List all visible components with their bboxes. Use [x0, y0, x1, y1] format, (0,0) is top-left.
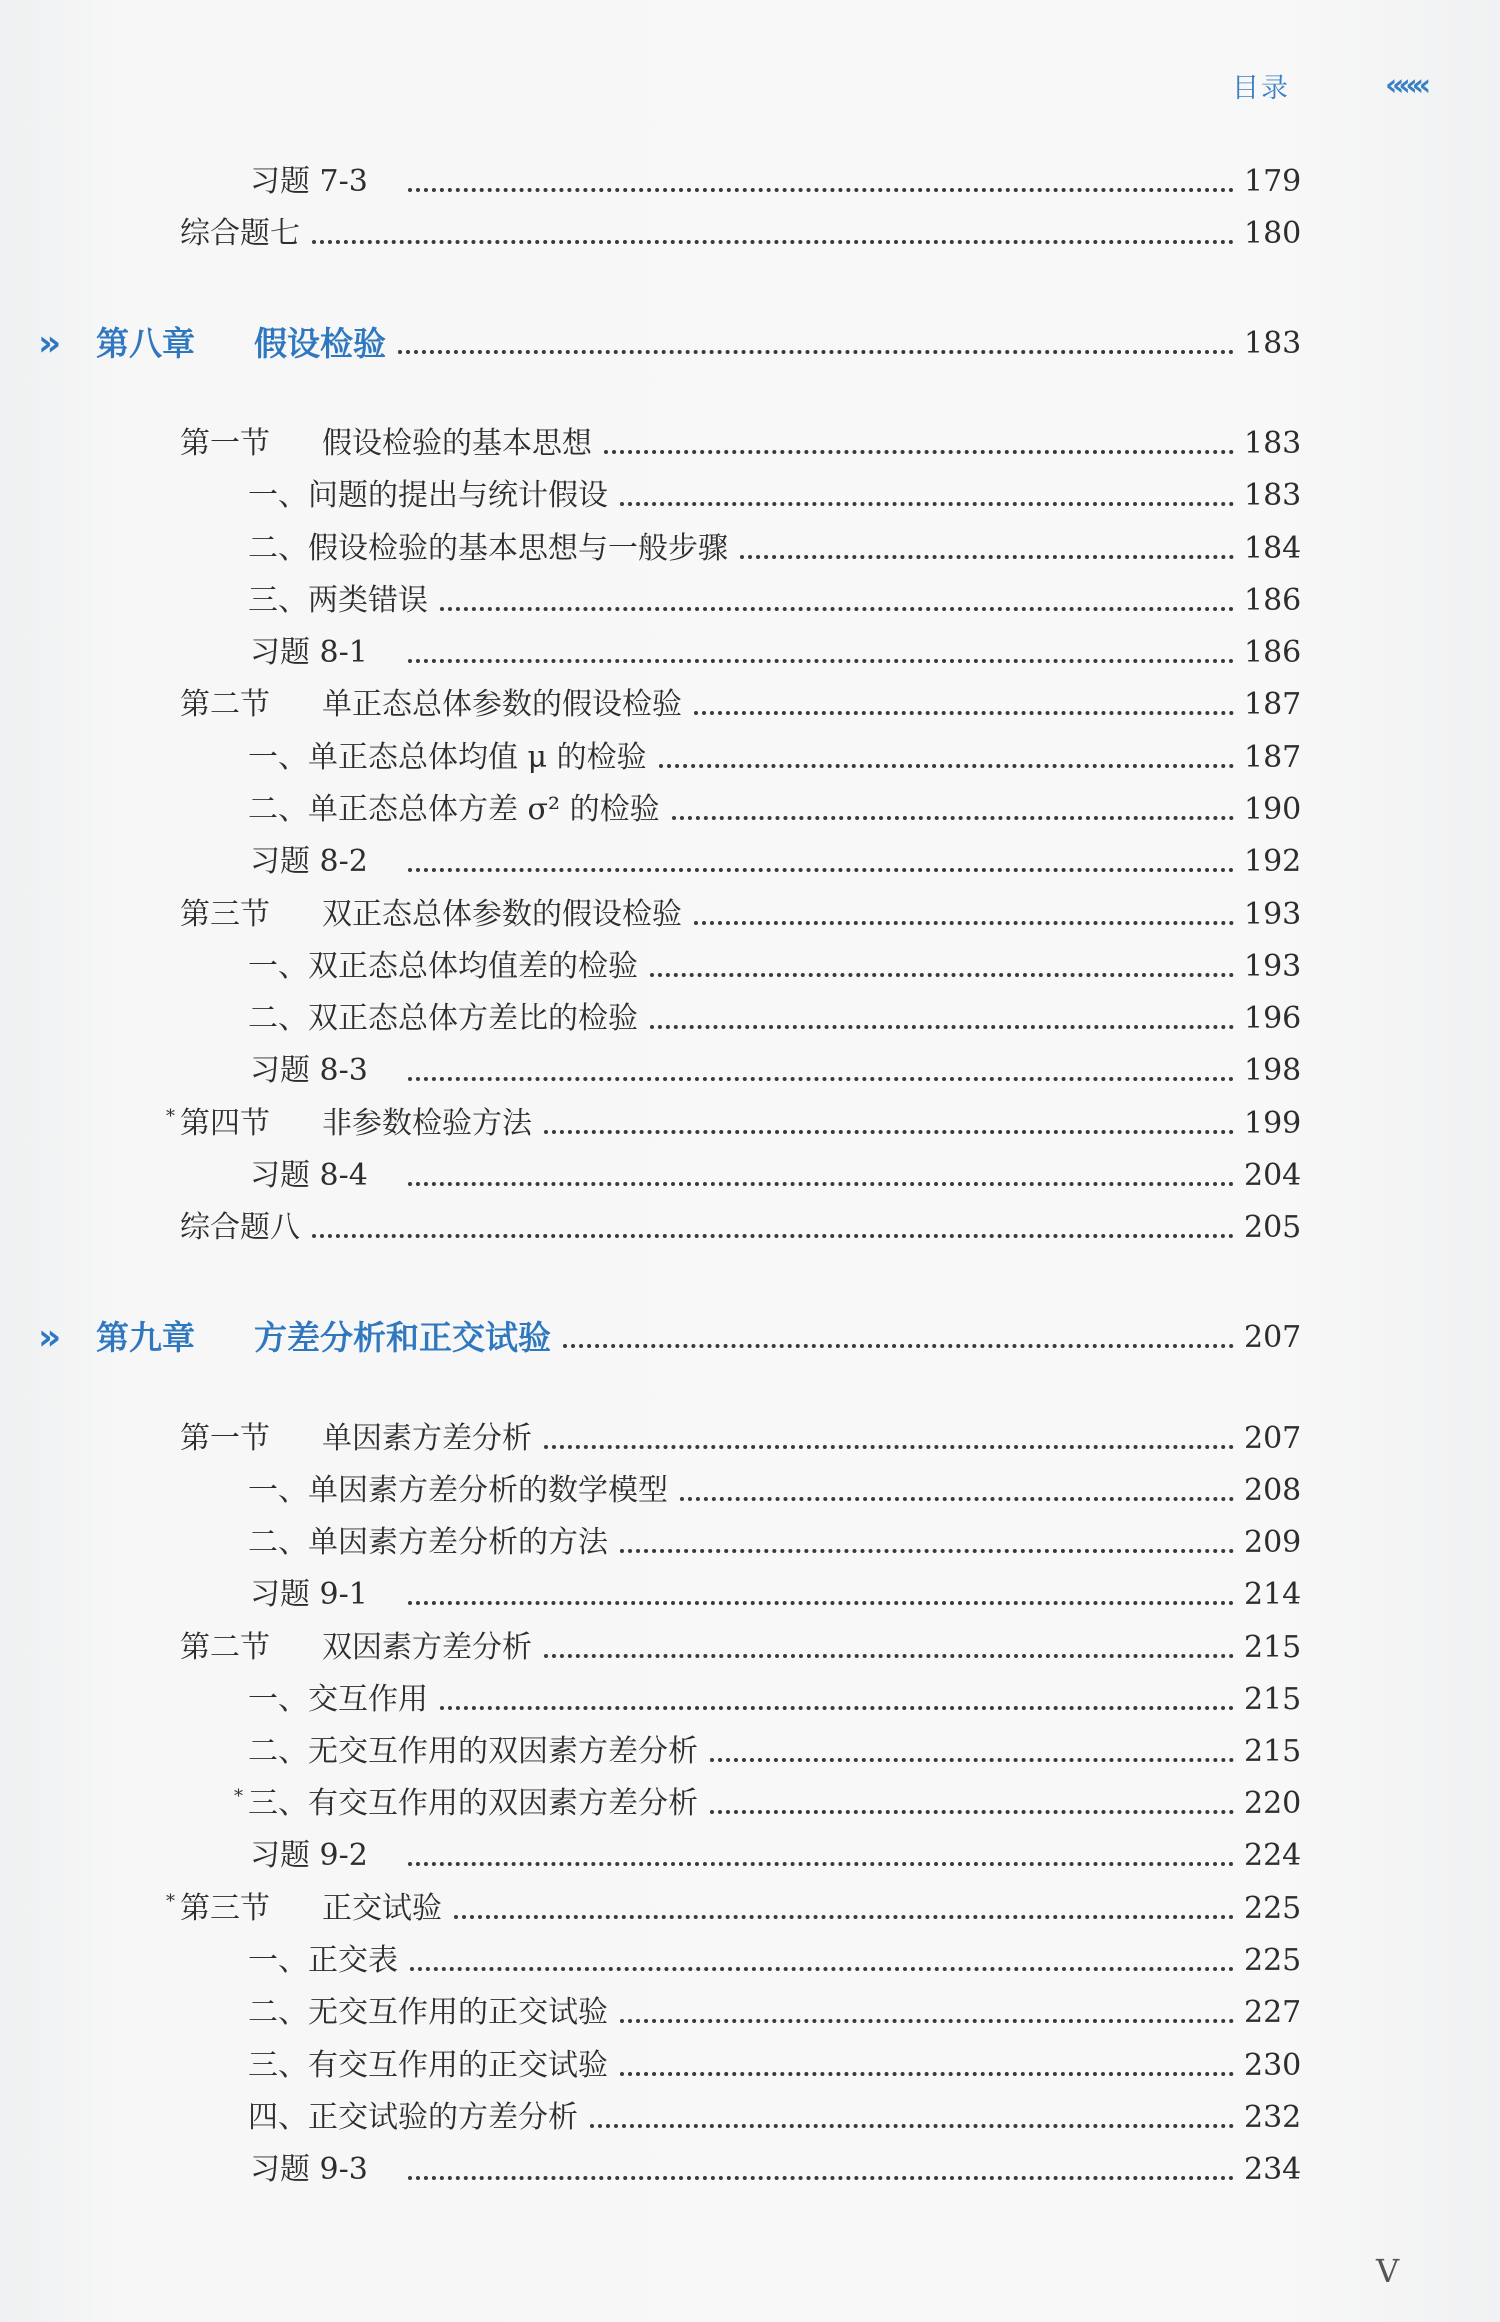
dot-leader [659, 734, 1234, 768]
dot-leader [544, 1415, 1234, 1449]
dot-leader [408, 1832, 1234, 1866]
toc-exercise-row[interactable] [250, 2148, 1310, 2192]
section-number: 第二节 [180, 1630, 270, 1665]
toc-entry-title: 二、无交互作用的双因素方差分析 [248, 1734, 698, 1769]
page-ref: 204 [1244, 1158, 1302, 1193]
page-ref: 225 [1244, 1891, 1302, 1926]
dot-leader [740, 525, 1234, 559]
chapter-number: 第八章 [96, 324, 195, 363]
dot-leader [408, 1571, 1234, 1605]
page-ref: 209 [1244, 1525, 1302, 1560]
dot-leader [312, 1204, 1234, 1238]
toc-sub-row[interactable] [248, 945, 1310, 989]
page-ref: 227 [1244, 1995, 1302, 2030]
section-number: 第三节 [180, 1891, 270, 1926]
page-ref: 207 [1244, 1421, 1302, 1456]
page-ref: 180 [1244, 216, 1302, 251]
toc-sub-row[interactable] [248, 1521, 1310, 1565]
section-number: 第一节 [180, 426, 270, 461]
toc-entry-title: 二、假设检验的基本思想与一般步骤 [248, 531, 728, 566]
section-number: 第二节 [180, 687, 270, 722]
dot-leader [620, 472, 1234, 506]
toc-section-row[interactable] [180, 422, 1310, 466]
toc-entry-title: 四、正交试验的方差分析 [248, 2100, 578, 2135]
toc-entry-title [180, 683, 682, 727]
toc-sub-row[interactable] [248, 1991, 1310, 2035]
toc-entry-title: 一、交互作用 [248, 1682, 428, 1717]
toc-entry-title [180, 1417, 532, 1461]
toc-section-row[interactable] [180, 893, 1310, 937]
page-ref: 215 [1244, 1734, 1302, 1769]
toc-sub-row[interactable] [248, 1939, 1310, 1983]
toc-entry-title: 习题 8-2 [250, 844, 368, 879]
dot-leader [620, 2042, 1234, 2076]
dot-leader [440, 1676, 1234, 1710]
running-header: 目录 [1232, 73, 1290, 104]
page-ref: 184 [1244, 531, 1302, 566]
section-title: 非参数检验方法 [322, 1106, 532, 1141]
toc-entry-title: 习题 8-3 [250, 1053, 368, 1088]
page-ref: 187 [1244, 740, 1302, 775]
toc-entry-title: 一、正交表 [248, 1943, 398, 1978]
page-ref: 232 [1244, 2100, 1302, 2135]
double-chevron-right-icon: » [38, 1317, 62, 1358]
toc-sub-row[interactable] [248, 1469, 1310, 1513]
section-number: 第一节 [180, 1421, 270, 1456]
toc-sub-row[interactable] [248, 579, 1310, 623]
toc-entry-title: 综合题八 [180, 1210, 300, 1245]
toc-entry-title [180, 893, 682, 937]
optional-marker: * [166, 1891, 175, 1912]
toc-entry-title [180, 1626, 532, 1670]
dot-leader [563, 1314, 1234, 1348]
page-ref: 183 [1244, 426, 1302, 461]
toc-sub-row[interactable] [248, 736, 1310, 780]
toc-exercise-row[interactable] [250, 1834, 1310, 1878]
page-ref: 186 [1244, 583, 1302, 618]
page-ref: 205 [1244, 1210, 1302, 1245]
toc-entry-title: 习题 9-2 [250, 1838, 368, 1873]
toc-exercise-row[interactable] [250, 631, 1310, 675]
toc-entry-title: 习题 9-3 [250, 2152, 368, 2187]
toc-exercise-row[interactable] [250, 1573, 1310, 1617]
page-ref: 215 [1244, 1682, 1302, 1717]
page-ref: 208 [1244, 1473, 1302, 1508]
toc-chapter-row[interactable] [38, 1312, 1310, 1364]
dot-leader [408, 1047, 1234, 1081]
dot-leader [312, 210, 1234, 244]
page-ref: 193 [1244, 949, 1302, 984]
toc-sub-row[interactable] [248, 788, 1310, 832]
dot-leader [650, 943, 1234, 977]
dot-leader [454, 1885, 1234, 1919]
dot-leader [620, 1519, 1234, 1553]
dot-leader [408, 838, 1234, 872]
page-ref: 207 [1244, 1320, 1302, 1355]
toc-exercise-row[interactable] [250, 840, 1310, 884]
toc-section-row[interactable] [180, 1102, 1310, 1146]
dot-leader [694, 681, 1234, 715]
page-ref: 192 [1244, 844, 1302, 879]
page-ref: 186 [1244, 635, 1302, 670]
toc-entry-title [180, 1887, 442, 1931]
toc-entry-title: 三、两类错误 [248, 583, 428, 618]
toc-entry-title: 习题 9-1 [250, 1577, 368, 1612]
dot-leader [710, 1728, 1234, 1762]
toc-section-row[interactable] [180, 683, 1310, 727]
page-ref: 187 [1244, 687, 1302, 722]
optional-marker: * [234, 1786, 243, 1807]
page-ref: 179 [1244, 164, 1302, 199]
toc-section-row[interactable] [180, 1626, 1310, 1670]
page-ref: 193 [1244, 897, 1302, 932]
toc-section-row[interactable] [180, 1887, 1310, 1931]
section-title: 正交试验 [322, 1891, 442, 1926]
toc-entry-title: 三、有交互作用的双因素方差分析 [248, 1786, 698, 1821]
toc-entry-title: 综合题七 [180, 216, 300, 251]
toc-sub-row[interactable] [248, 527, 1310, 571]
dot-leader [672, 786, 1234, 820]
dot-leader [408, 2146, 1234, 2180]
toc-entry-title: 习题 7-3 [250, 164, 368, 199]
toc-entry-title [180, 1102, 532, 1146]
section-title: 双因素方差分析 [322, 1630, 532, 1665]
page-ref: 183 [1244, 478, 1302, 513]
page-ref: 224 [1244, 1838, 1302, 1873]
toc-entry-title: 二、双正态总体方差比的检验 [248, 1001, 638, 1036]
double-chevron-right-icon: » [38, 323, 62, 364]
toc-entry-title: 习题 8-4 [250, 1158, 368, 1193]
toc-exercise-row[interactable] [250, 160, 1310, 204]
dot-leader [650, 995, 1234, 1029]
page-ref: 199 [1244, 1106, 1302, 1141]
toc-section-row[interactable] [180, 1417, 1310, 1461]
page-ref: 230 [1244, 2048, 1302, 2083]
page-ref: 215 [1244, 1630, 1302, 1665]
toc-sub-row[interactable] [248, 2096, 1310, 2140]
page-ref: 183 [1244, 326, 1302, 361]
toc-summary-row[interactable] [180, 1206, 1310, 1250]
dot-leader [544, 1624, 1234, 1658]
dot-leader [680, 1467, 1234, 1501]
page-ref: 198 [1244, 1053, 1302, 1088]
chapter-number: 第九章 [96, 1318, 195, 1357]
toc-entry-title: 一、双正态总体均值差的检验 [248, 949, 638, 984]
toc-sub-row[interactable] [248, 2044, 1310, 2088]
toc-entry-title: 三、有交互作用的正交试验 [248, 2048, 608, 2083]
dot-leader [408, 1152, 1234, 1186]
toc-entry-title: 习题 8-1 [250, 635, 368, 670]
toc-sub-row[interactable] [248, 1678, 1310, 1722]
dot-leader [710, 1780, 1234, 1814]
dot-leader [620, 1989, 1234, 2023]
toc-entry-title: 一、单正态总体均值 μ 的检验 [248, 740, 647, 775]
section-title: 假设检验的基本思想 [322, 426, 592, 461]
chapter-title: 假设检验 [254, 324, 386, 363]
page-ref: 225 [1244, 1943, 1302, 1978]
toc-chapter-row[interactable] [38, 318, 1310, 370]
dot-leader [694, 891, 1234, 925]
section-title: 单因素方差分析 [322, 1421, 532, 1456]
toc-entry-title: 二、无交互作用的正交试验 [248, 1995, 608, 2030]
dot-leader [544, 1100, 1234, 1134]
section-number: 第三节 [180, 897, 270, 932]
dot-leader [440, 577, 1234, 611]
toc-sub-row[interactable] [248, 997, 1310, 1041]
toc-entry-title: 二、单因素方差分析的方法 [248, 1525, 608, 1560]
dot-leader [408, 158, 1234, 192]
section-title: 双正态总体参数的假设检验 [322, 897, 682, 932]
page-ref: 234 [1244, 2152, 1302, 2187]
page-number: V [1376, 2252, 1400, 2290]
section-number: 第四节 [180, 1106, 270, 1141]
dot-leader [604, 420, 1234, 454]
toc-entry-title: 一、问题的提出与统计假设 [248, 478, 608, 513]
toc-entry-title: 一、单因素方差分析的数学模型 [248, 1473, 668, 1508]
toc-sub-row[interactable] [248, 1730, 1310, 1774]
page-ref: 214 [1244, 1577, 1302, 1612]
dot-leader [398, 320, 1234, 354]
toc-sub-row[interactable] [248, 474, 1310, 518]
toc-summary-row[interactable] [180, 212, 1310, 256]
page-ref: 220 [1244, 1786, 1302, 1821]
section-title: 单正态总体参数的假设检验 [322, 687, 682, 722]
toc-sub-row[interactable] [248, 1782, 1310, 1826]
toc-entry-title [180, 422, 592, 466]
dot-leader [408, 629, 1234, 663]
double-chevron-left-icon: ««« [1385, 68, 1426, 103]
dot-leader [410, 1937, 1234, 1971]
page-ref: 196 [1244, 1001, 1302, 1036]
chapter-title: 方差分析和正交试验 [254, 1318, 551, 1357]
dot-leader [590, 2094, 1234, 2128]
toc-exercise-row[interactable] [250, 1154, 1310, 1198]
toc-entry-title: 二、单正态总体方差 σ² 的检验 [248, 792, 660, 827]
toc-exercise-row[interactable] [250, 1049, 1310, 1093]
page-ref: 190 [1244, 792, 1302, 827]
optional-marker: * [166, 1106, 175, 1127]
